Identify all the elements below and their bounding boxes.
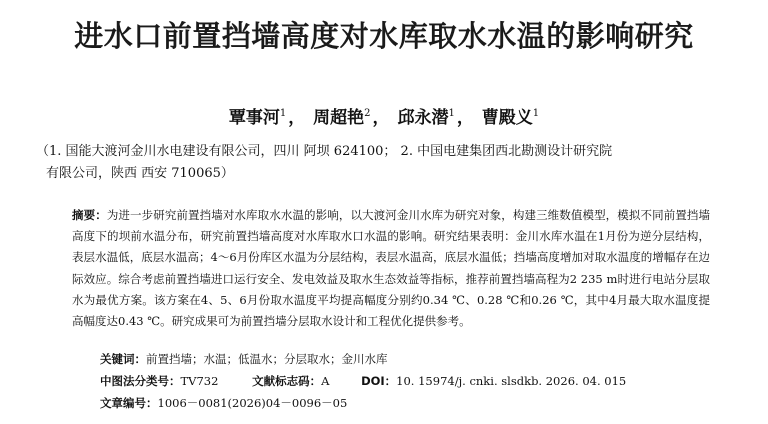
classification-value: TV732 (180, 374, 219, 388)
document-code-label: 文献标志码： (252, 374, 322, 388)
abstract-label: 摘要： (72, 208, 107, 222)
author-name: 邱永潜 (397, 108, 449, 128)
doi-label: DOI： (361, 374, 397, 388)
affiliation-line: 有限公司，陕西 西安 710065） (46, 166, 234, 181)
article-number-label: 文章编号： (100, 396, 158, 410)
author-name: 覃事河 (228, 108, 280, 128)
classification-label: 中图法分类号： (100, 374, 181, 388)
author-name: 曹殿义 (481, 108, 533, 128)
author-affiliation-mark: 1 (532, 108, 540, 119)
author-separator: ， (456, 108, 474, 128)
affiliation-block (36, 141, 736, 185)
classification-row (100, 373, 626, 389)
author-affiliation-mark: 1 (279, 108, 287, 119)
article-number-value: 1006－0081(2026)04－0096－05 (157, 396, 348, 410)
document-code-value: A (321, 374, 330, 388)
affiliation-line: （1. 国能大渡河金川水电建设有限公司，四川 阿坝 624100； 2. 中国电建集团西北勘测设计研究院 (36, 144, 613, 159)
document-code (252, 373, 329, 389)
doi (361, 373, 626, 389)
abstract-text: 为进一步研究前置挡墙对水库取水水温的影响，以大渡河金川水库为研究对象，构建三维数值模型，模拟不同前置挡墙高度下的坝前水温分布，研究前置挡墙高度对水库取水口水温的影响。研究结果表明：金川水库水温在1月份为逆分层结构，表层水温低，底层水温高；4～6月份库区水温为分层结构，表层水温高，底层水温低；挡墙高度增加对取水温度的增幅存在边际效应。综合考虑前置挡墙进口运行安全、发电效益及取水生态效益等指标，推荐前置挡墙高程为2 235 m时进行电站分层取水为最优方案。该方案在4、5、6月份取水温度平均提高幅度分别约0.34 ℃、0.28 ℃和0.26 ℃，其中4月最大取水温度提高幅度达0.43 ℃。研究成果可为前置挡墙分层取水设计和工程优化提供参考。 (72, 208, 711, 329)
keywords-label: 关键词： (100, 352, 146, 366)
paper-title: 进水口前置挡墙高度对水库取水水温的影响研究 (74, 19, 694, 53)
author-affiliation-mark: 2 (364, 108, 371, 119)
keywords-text: 前置挡墙；水温；低温水；分层取水；金川水库 (146, 352, 388, 366)
article-number-row (100, 395, 347, 411)
author-name: 周超艳 (313, 108, 365, 128)
keywords-row (100, 351, 388, 367)
abstract (72, 205, 710, 332)
author-list (0, 103, 768, 128)
author-separator: ， (372, 108, 390, 128)
doi-value: 10. 15974/j. cnki. slsdkb. 2026. 04. 015 (396, 374, 627, 388)
classification-number (100, 373, 218, 389)
author-affiliation-mark: 1 (448, 108, 455, 119)
author-separator: ， (288, 108, 306, 128)
